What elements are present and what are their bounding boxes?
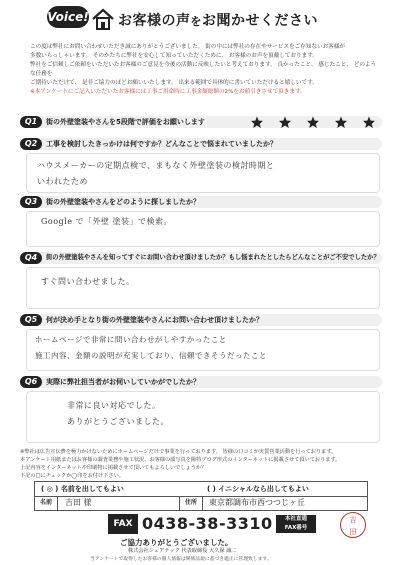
permission-row [34, 481, 368, 497]
question-text: 街の外壁塗装やさんをどのように探しましたか？ [46, 198, 200, 206]
answer-2[interactable] [26, 153, 380, 193]
fax-side-line: 本社直通 [284, 516, 307, 522]
answer-line: すぐ問い合わせました。 [41, 277, 135, 286]
question-text: 実際に弊社担当者がお伺いしていかがでしたか？ [46, 378, 200, 386]
fax-block [108, 514, 318, 534]
footnote-line: 下記の□にチェックか◯印をお付け下さい。 [20, 473, 124, 479]
page-title [118, 10, 318, 30]
address-field[interactable]: 東京都調布市西つつじヶ丘 [209, 498, 305, 507]
answer-4[interactable] [26, 267, 380, 309]
star-icon[interactable] [362, 116, 376, 128]
star-icon[interactable] [278, 116, 292, 128]
fax-side-label [276, 515, 316, 533]
intro-text [30, 43, 380, 97]
answer-line: Google で「外壁 塗装」で検索。 [41, 217, 173, 226]
question-number: Q2 [20, 138, 42, 150]
permission-label: イニシャルなら出してもよい [218, 485, 309, 493]
question-6 [20, 376, 382, 388]
question-1 [20, 116, 382, 128]
permission-label: 名前を出してもよい [60, 485, 124, 493]
question-number: Q4 [20, 252, 42, 264]
intro-line-3: 弊社をご信頼しご依頼をいただいたお客様のご意見を今後の活動に反映したいと考えております。 良かったこと、 感じたこと、 どのような任務を [30, 62, 377, 77]
answer-line: ハウスメーカーの定期点検で、まもなく外壁塗装の検討時期と [37, 161, 275, 170]
intro-line-1: この度は弊社にお問い合わせいただき誠にありがとうございました。 街の中には弊社の存在やサービスをご存知ないお客様が [30, 44, 346, 50]
discount-notice: ※本アンケートにご記入いただいたお客様には工事ご用命時に工事金額総額の2%をお値引きさせて頂きます。 [30, 89, 306, 95]
footnote-line: ※弊社は広告宣伝費を極力かけないためにホームページだけで事業を行っております。 皆様の口コミが実質営業活動を行っております。 [20, 449, 337, 455]
customer-info-row [34, 496, 368, 511]
permission-name-option[interactable] [41, 482, 124, 496]
answer-line: ありがとうございました。 [67, 417, 169, 426]
footnote-line: 上記内容をインターネットや印刷物に掲載させて頂いてもよろしいでしょうか？ [20, 465, 207, 471]
footnote-line: 本アンケート用紙またはお客様の調査業務や施工状況、お客様の顔写真を陽特ブログ形式のインターネットに掲載させて頂いております。 [20, 457, 341, 463]
question-text: 工事を検討したきっかけは何ですか？どんなことで悩まれていましたか？ [46, 140, 277, 148]
title-mid: を [190, 15, 202, 28]
question-3 [20, 196, 382, 208]
question-5 [20, 314, 382, 326]
permission-mark: ( ) [207, 485, 216, 493]
star-icon[interactable] [250, 116, 264, 128]
thanks-text: ご協力ありがとうございました。 [120, 538, 233, 547]
question-text: 街の外壁塗装やさんを5段階で評価をお願いします [46, 118, 205, 126]
question-number: Q5 [20, 314, 42, 326]
star-icon[interactable] [306, 116, 320, 128]
answer-3[interactable] [26, 211, 380, 247]
question-number: Q1 [20, 116, 42, 128]
company-text: 株式会社シェアテック 代表取締役 大久保 誠二 [128, 548, 237, 554]
privacy-note: 当アンケートで取得したお客様の個人情報は関係法規に基づき適正に管理致します。 [90, 557, 272, 562]
answer-line: 施工内容、金額の説明が充実しており、信頼できそうだったこと [35, 351, 267, 360]
fax-number: 0438-38-3310 [142, 514, 273, 533]
footnote [20, 448, 382, 480]
answer-line: いわれたため [37, 177, 88, 186]
fax-side-line: FAX番号 [284, 525, 308, 531]
question-number: Q6 [20, 376, 42, 388]
fax-tag: FAX [108, 514, 138, 534]
name-stamp [340, 512, 366, 538]
address-label: 住所 [179, 496, 203, 510]
question-text: 何が決め手となり街の外壁塗装やさんにお問い合わせ頂けましたか？ [46, 316, 263, 324]
question-4 [20, 252, 382, 264]
name-label: 名前 [35, 496, 58, 510]
title-main: お客様の声 [118, 13, 191, 29]
answer-5[interactable] [26, 329, 380, 371]
question-text: 街の外壁塗装やさんを知ってすぐにお問い合わせ頂けましたか？もし悩まれたとしたらどんなことがご不安でしたか？ [46, 254, 380, 261]
intro-line-4: ご期待いただけて、 是非ご協力のほどお願いいたします。 出来る範囲で具体的に書いていただけると嬉しいです。 [30, 80, 318, 86]
question-number: Q3 [20, 196, 42, 208]
answer-6[interactable] [26, 391, 380, 443]
permission-initial-option[interactable] [207, 482, 309, 496]
permission-mark: ( ◎ ) [41, 485, 59, 493]
house-icon [90, 6, 116, 32]
title-end: お聞かせください [202, 13, 318, 29]
intro-line-2: 多数いらっしゃいます。 そのかたちに弊社を安心して知っていただくために、 お客様のお声を頂戴しております。 [30, 53, 318, 59]
answer-line: 非常に良い対応でした。 [67, 401, 161, 410]
stamp-char: 田 [349, 528, 357, 536]
question-2 [20, 138, 382, 150]
name-field[interactable]: 吉田 様 [65, 498, 92, 507]
answer-line: ホームページで非常に問い合わせがしやすかったこと [35, 335, 227, 344]
voice-badge: Voice! [47, 6, 89, 28]
stamp-char: 吉 [349, 516, 357, 524]
star-rating[interactable] [250, 116, 376, 128]
star-icon[interactable] [334, 116, 348, 128]
